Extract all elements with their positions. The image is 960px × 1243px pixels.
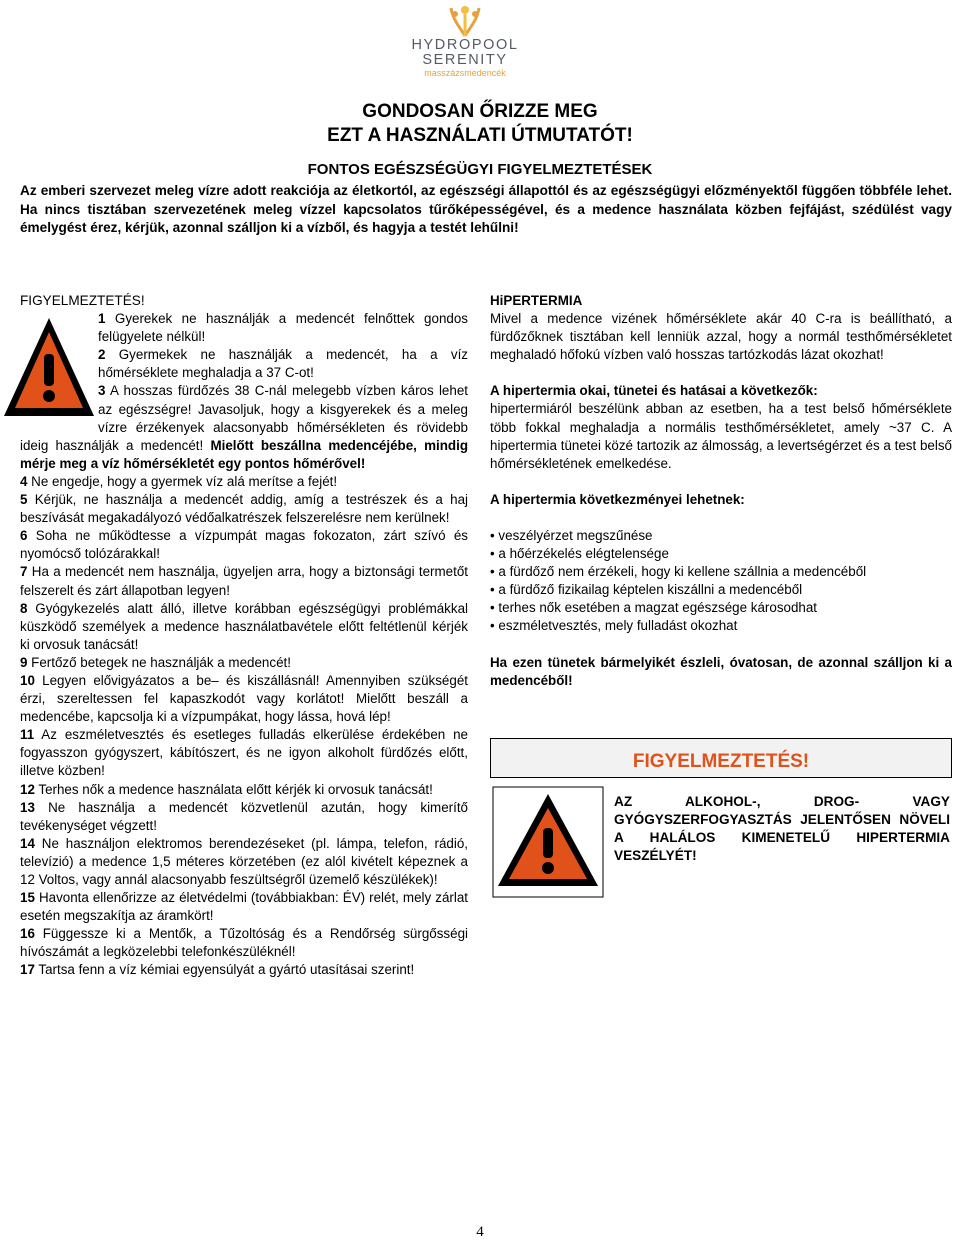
hyperthermia-column (490, 292, 952, 690)
item-number: 14 (20, 835, 35, 851)
list-item (20, 835, 468, 889)
item-text: Kérjük, ne használja a medencét addig, amíg a testrészek és a haj beszívását megakadályozó védőalkatrészek felszerelésre nem kerülnek! (20, 492, 468, 526)
warning-box (490, 738, 952, 778)
item-number: 12 (20, 781, 35, 797)
item-text: Soha ne működtesse a vízpumpát magas fokozaton, zárt szívó és nyomócső tolózárakkal! (20, 528, 468, 562)
alcohol-warning: AZ ALKOHOL-, DROG- VAGY GYÓGYSZERFOGYASZTÁS JELENTŐSEN NÖVELI A HALÁLOS KIMENETELŰ HIPERTERMIA VESZÉLYÉT! (614, 794, 950, 863)
item-bold-text: Mielőtt beszállna medencéjébe, mindig mérje meg a víz hőmérsékletét egy pontos hőmérővel! (20, 437, 469, 471)
item-number: 13 (20, 799, 35, 815)
item-number: 16 (20, 926, 35, 942)
item-text: Legyen elővigyázatos a be– és kiszállásnál! Amennyiben szükségét érzi, szereltessen fel kapaszkodót vagy korlátot! Mielőtt beszáll a medencébe, kapcsolja ki a vízpumpákat, hogy lássa, hová lép! (20, 672, 468, 725)
warning-triangle-icon (0, 312, 98, 432)
list-item: • a fürdőző fizikailag képtelen kiszállni a medencéből (490, 581, 952, 599)
item-text: Gyógykezelés alatt álló, illetve korábban egészségügyi problémákkal küszködő személyek a medence használatbavétele előtt feltétlenül kérjék ki orvosuk tanácsát! (20, 600, 468, 652)
logo-name: HYDROPOOL (411, 37, 519, 53)
causes-paragraph: hipertermiáról beszélünk abban az esetben, ha a test belső hőmérséklete több fokkal meghaladja a normális testhőmérsékletet, amely ~37 C. A hipertermia tünetei közé tartozik az álmosság, a levertségérzet és a test belső hőmérsékletének emelkedése. (490, 401, 952, 471)
list-item (20, 654, 468, 672)
item-number: 9 (20, 654, 28, 670)
section-title: FONTOS EGÉSZSÉGÜGYI FIGYELMEZTETÉSEK (307, 161, 653, 178)
consequences-heading: A hipertermia következményei lehetnek: (490, 491, 745, 507)
hydropool-logo-icon (445, 2, 485, 38)
list-item: • a hőérzékelés elégtelensége (490, 545, 952, 563)
item-text: Ne használja a medencét közvetlenül azután, hogy kimerítő tevékenységet végzett! (20, 799, 468, 833)
list-item (20, 600, 468, 654)
logo-tagline: masszázsmedencék (424, 68, 506, 78)
causes-heading: A hipertermia okai, tünetei és hatásai a következők: (490, 383, 818, 399)
consequences-list (490, 527, 952, 636)
warnings-column (20, 292, 468, 980)
list-item (20, 799, 468, 835)
item-number: 10 (20, 672, 35, 688)
logo (395, 2, 535, 82)
list-item (20, 563, 468, 599)
list-item: • a fürdőző nem érzékeli, hogy ki kellene szállnia a medencéből (490, 563, 952, 581)
item-number: 5 (20, 492, 28, 508)
list-item: • veszélyérzet megszűnése (490, 527, 952, 545)
item-text: Az eszméletvesztés és esetleges fulladás elkerülése érdekében ne fogyasszon gyógyszert, kábítószert, és ne igyon alkoholt fürdőzés előtt, illetve közben! (20, 727, 468, 779)
page-number: 4 (476, 1224, 484, 1240)
list-item (20, 925, 468, 961)
item-text: Ne engedje, hogy a gyermek víz alá merítse a fejét! (27, 473, 338, 489)
item-text: Terhes nők a medence használata előtt kérjék ki orvosuk tanácsát! (34, 781, 433, 797)
intro-paragraph: Az emberi szervezet meleg vízre adott reakciója az életkortól, az egészségi állapottól és az egészségügyi előzményektől függően többféle lehet. Ha nincs tisztában szervezetének meleg vízzel kapcsolatos tűrőképességével, és a medence használata közben fejfájást, szédülést vagy émelygést érez, kérjük, azonnal szálljon ki a vízből, és hagyja a testét lehűlni! (20, 183, 952, 235)
item-text: Tartsa fenn a víz kémiai egyensúlyát a gyártó utasításai szerint! (34, 962, 415, 978)
item-number: 6 (20, 528, 28, 544)
list-item (20, 726, 468, 780)
list-item (20, 473, 468, 491)
title-line-1: GONDOSAN ŐRIZZE MEG (362, 101, 598, 122)
list-item (20, 527, 468, 563)
item-number: 1 (98, 311, 106, 327)
list-item (20, 672, 468, 726)
item-number: 8 (20, 600, 28, 616)
closing-warning: Ha ezen tünetek bármelyikét észleli, óvatosan, de azonnal szálljon ki a medencéből! (490, 654, 952, 688)
list-item (20, 889, 468, 925)
page-title (0, 100, 960, 148)
list-item (20, 491, 468, 527)
warning-triangle-icon (492, 786, 604, 898)
item-text: Gyermekek ne használják a medencét, ha a víz hőmérséklete meghaladja a 37 C-ot! (98, 347, 468, 381)
item-text: Ha a medencét nem használja, ügyeljen arra, hogy a biztonsági termetőt felszerelt és zárt állapotban legyen! (20, 564, 468, 598)
logo-name-2: SERENITY (422, 52, 508, 68)
list-item: • terhes nők esetében a magzat egészsége károsodhat (490, 599, 952, 617)
list-item (20, 781, 468, 799)
warning-box-label: FIGYELMEZTETÉS! (632, 751, 810, 772)
item-text: Fertőző betegek ne használják a medencét! (27, 654, 291, 670)
item-number: 15 (20, 890, 35, 906)
list-item (20, 961, 468, 979)
item-text: Havonta ellenőrizze az életvédelmi (továbbiakban: ÉV) relét, mely zárlat esetén megszakítja az áramkört! (20, 890, 468, 924)
item-text: Gyerekek ne használják a medencét felnőttek gondos felügyelete nélkül! (98, 311, 468, 345)
item-number: 11 (20, 727, 35, 743)
item-number: 7 (20, 564, 28, 580)
hyperthermia-heading: HiPERTERMIA (490, 293, 583, 308)
item-number: 3 (98, 383, 106, 399)
item-number: 2 (98, 347, 106, 363)
hyperthermia-intro: Mivel a medence vizének hőmérséklete akár 40 C-ra is beállítható, a fürdőzőknek tisztában kell lenniük azzal, hogy a normál testhőmérsékletet meghaladó hőfokú vízben való hosszas tartózkodás lázat okozhat! (490, 311, 952, 363)
item-text: A hosszas fürdőzés 38 C-nál melegebb vízben káros lehet az egészségre! Javasoljuk, hogy a kisgyerekek és a meleg vízre érzékenyek alacsonyabb hőmérsékleten és rövidebb ideig használják a medencét! (20, 383, 468, 453)
item-text: Függessze ki a Mentők, a Tűzoltóság és a Rendőrség sürgősségi hívószámát a legközelebbi telefonkészüléknél! (20, 926, 468, 960)
item-text: Ne használjon elektromos berendezéseket (pl. lámpa, telefon, rádió, televízió) a medence 1,5 méteres körzetében (ez alól kivételt képeznek a 12 Voltos, vagy annál alacsonyabb feszültségről üzemelő készülékek)! (20, 835, 468, 887)
warning-heading: FIGYELMEZTETÉS! (20, 293, 145, 308)
title-line-2: EZT A HASZNÁLATI ÚTMUTATÓT! (327, 125, 633, 146)
list-item: • eszméletvesztés, mely fulladást okozhat (490, 617, 952, 635)
item-number: 4 (20, 473, 28, 489)
item-number: 17 (20, 962, 35, 978)
